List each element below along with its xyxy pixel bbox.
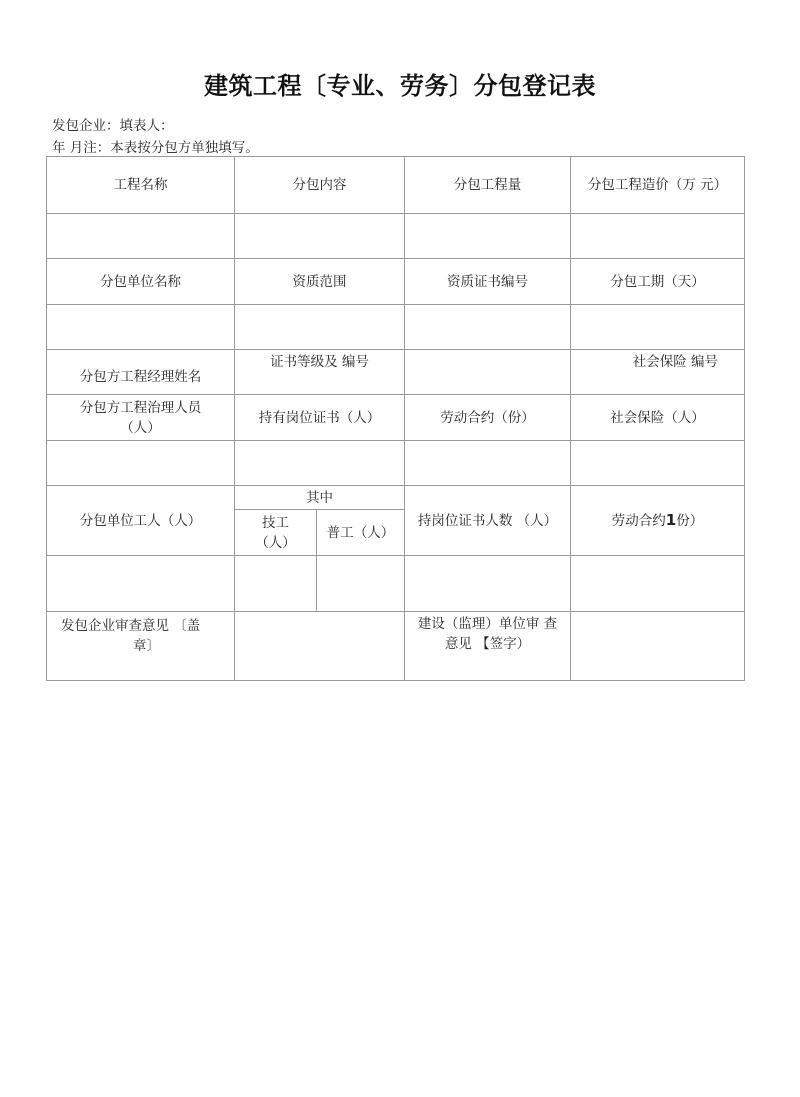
label-management-staff-line2: （人） — [120, 419, 161, 436]
label-skilled-workers — [235, 510, 317, 556]
table-row — [47, 259, 745, 305]
header-subcontractor-name: 分包单位名称 — [47, 259, 235, 305]
label-management-staff — [47, 395, 235, 441]
cell-social-insurance[interactable] — [571, 441, 745, 486]
subcontract-register-table — [46, 156, 745, 681]
table-row — [47, 612, 745, 681]
label-workers: 分包单位工人（人） — [47, 486, 235, 556]
header-project-name: 工程名称 — [47, 157, 235, 214]
label-management-staff-line1: 分包方工程治理人员 — [79, 399, 202, 416]
issuer-line: 发包企业：填表人： — [52, 118, 174, 134]
table-row — [47, 157, 745, 214]
table-row — [47, 556, 745, 612]
cell-qualification-scope[interactable] — [235, 305, 405, 350]
cell-subcontractor-name[interactable] — [47, 305, 235, 350]
table-row — [47, 350, 745, 395]
header-subcontract-quantity: 分包工程量 — [405, 157, 571, 214]
header-qualification-scope: 资质范围 — [235, 259, 405, 305]
header-subcontract-cost: 分包工程造价（万 元） — [571, 157, 745, 214]
label-worker-contract-a: 劳动合约 — [611, 513, 666, 529]
label-owner-review-line2: 章〕 — [133, 638, 160, 654]
cell-worker-contract[interactable] — [571, 556, 745, 612]
cell-duration[interactable] — [571, 305, 745, 350]
date-note-line: 年 月注：本表按分包方单独填写。 — [52, 140, 259, 156]
cell-post-certificate[interactable] — [235, 441, 405, 486]
cell-subcontract-content[interactable] — [235, 214, 405, 259]
table-row — [47, 486, 745, 510]
table-row — [47, 305, 745, 350]
label-owner-review — [47, 612, 235, 681]
label-labor-contract: 劳动合约（份） — [405, 395, 571, 441]
cell-project-name[interactable] — [47, 214, 235, 259]
header-duration: 分包工期（天） — [571, 259, 745, 305]
cell-subcontract-quantity[interactable] — [405, 214, 571, 259]
cell-labor-contract[interactable] — [405, 441, 571, 486]
label-skilled-line1: 技工 — [262, 514, 289, 531]
label-social-insurance: 社会保险（人） — [571, 395, 745, 441]
label-supervisor-review-line1: 建设（监理）单位审 查 — [417, 616, 558, 632]
label-cert-level-number: 证书等级及 编号 — [235, 350, 405, 395]
label-owner-review-line1: 发包企业审查意见 〔盖 — [61, 618, 201, 634]
cell-workers[interactable] — [47, 556, 235, 612]
cell-skilled-workers[interactable] — [235, 556, 317, 612]
cell-management-staff[interactable] — [47, 441, 235, 486]
label-worker-contract — [571, 486, 745, 556]
label-of-which: 其中 — [235, 486, 405, 510]
table-row — [47, 441, 745, 486]
cell-general-workers[interactable] — [317, 556, 405, 612]
label-worker-contract-b: 份） — [676, 513, 704, 529]
label-worker-contract-num: 1 — [665, 511, 677, 529]
label-skilled-line2: （人） — [255, 534, 296, 551]
cell-cert-holders[interactable] — [405, 556, 571, 612]
label-manager-name: 分包方工程经理姓名 — [47, 350, 235, 395]
cell-cert-level-value[interactable] — [405, 350, 571, 395]
label-supervisor-review — [405, 612, 571, 681]
label-social-insurance-number: 社会保险 编号 — [571, 350, 745, 395]
label-cert-holders: 持岗位证书人数 （人） — [405, 486, 571, 556]
table-row — [47, 214, 745, 259]
table-row — [47, 395, 745, 441]
label-general-workers: 普工（人） — [317, 510, 405, 556]
cell-owner-review[interactable] — [235, 612, 405, 681]
cell-certificate-number[interactable] — [405, 305, 571, 350]
cell-supervisor-review[interactable] — [571, 612, 745, 681]
header-subcontract-content: 分包内容 — [235, 157, 405, 214]
label-supervisor-review-line2: 意见 【签字） — [444, 636, 531, 652]
header-certificate-number: 资质证书编号 — [405, 259, 571, 305]
label-post-certificate: 持有岗位证书（人） — [235, 395, 405, 441]
cell-subcontract-cost[interactable] — [571, 214, 745, 259]
page-title: 建筑工程〔专业、劳务〕分包登记表 — [204, 72, 596, 100]
